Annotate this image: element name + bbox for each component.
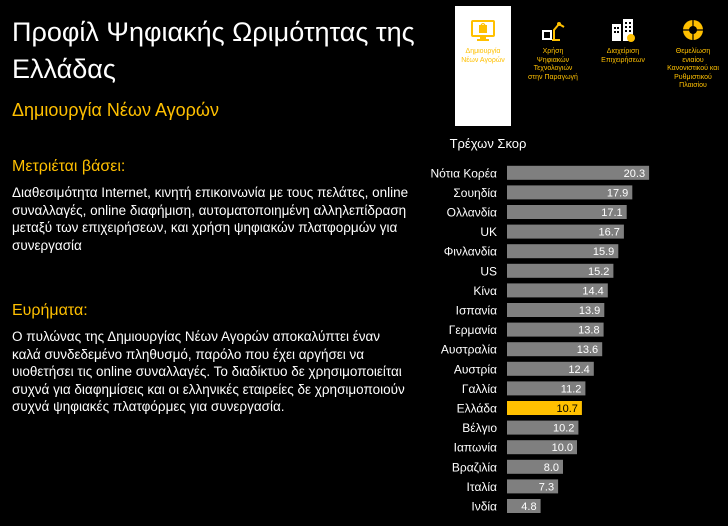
value-label: 15.2 [587, 265, 610, 278]
category-label: Ιταλία [466, 479, 497, 494]
category-label: Γαλλία [461, 381, 497, 396]
value-label: 14.4 [582, 285, 604, 298]
category-label: Γερμανία [448, 323, 497, 338]
category-label: UK [480, 225, 497, 240]
category-label: Ισπανία [455, 303, 497, 318]
value-label: 17.9 [606, 187, 629, 200]
value-label: 7.3 [538, 481, 555, 494]
value-label: 8.0 [543, 461, 559, 474]
tab-label: Διαχείριση Επιχειρήσεων [601, 48, 645, 64]
value-label: 13.9 [578, 305, 601, 317]
category-label: Ολλανδία [446, 205, 497, 220]
category-label: Ελλάδα [456, 401, 497, 416]
value-label: 10.7 [556, 403, 578, 415]
chart-title: Τρέχων Σκορ [449, 136, 527, 151]
category-label: Ινδία [471, 499, 497, 514]
tab-label: Δημιουργία Νέων Αγορών [461, 48, 505, 64]
measured-heading: Μετριέται βάσει: [12, 158, 126, 175]
tab-label: Χρήση Ψηφιακών Τεχνολογιών στην Παραγωγή [528, 48, 578, 81]
measured-text: Διαθεσιμότητα Internet, κινητή επικοινωνία με τους πελάτες, online συναλλαγές, online διαφήμιση, αυτοματοποιημένη αλληλεπίδραση μεταξύ των επιχειρήσεων, και χρήση ψηφιακών πλατφορμών για συνεργασία [12, 185, 409, 253]
category-label: Αυστραλία [440, 342, 497, 357]
page-title: Προφίλ Ψηφιακής Ωριμότητας της Ελλάδας [12, 17, 415, 84]
tab-label: Θεμελίωση ενιαίου Κανονιστικού και Ρυθμιστικού Πλαισίου [667, 48, 719, 89]
value-label: 11.2 [560, 383, 582, 396]
value-label: 12.4 [568, 363, 590, 376]
value-label: 4.8 [521, 501, 537, 513]
category-label: Βέλγιο [462, 421, 497, 436]
category-label: US [480, 264, 497, 279]
category-label: Αυστρία [453, 362, 497, 377]
value-label: 13.8 [578, 324, 600, 337]
category-label: Βραζιλία [451, 460, 497, 475]
value-label: 20.3 [623, 167, 646, 180]
value-label: 10.2 [552, 422, 575, 435]
value-label: 13.6 [576, 344, 599, 357]
page-subtitle: Δημιουργία Νέων Αγορών [12, 100, 219, 120]
category-label: Κίνα [473, 283, 497, 298]
value-label: 10.0 [551, 442, 573, 455]
findings-heading: Ευρήματα: [12, 302, 88, 319]
category-label: Νότια Κορέα [430, 166, 497, 181]
value-label: 16.7 [598, 226, 620, 239]
value-label: 17.1 [601, 207, 623, 219]
category-label: Σουηδία [453, 185, 497, 200]
value-label: 15.9 [592, 246, 615, 259]
findings-text: Ο πυλώνας της Δημιουργίας Νέων Αγορών αποκαλύπτει έναν καλά συνδεδεμένο πληθυσμό, παρόλο που έχει αργήσει να υιοθετήσει τις online συναλλαγές. Το διαδίκτυο δε χρησιμοποιείται συχνά για διαφημίσεις και οι ελληνικές εταιρείες δε χρησιμοποιούν συχνά ψηφιακές πλατφόρμες για συνεργασία. [12, 329, 405, 414]
category-label: Φινλανδία [443, 244, 497, 259]
category-label: Ιαπωνία [453, 440, 497, 455]
